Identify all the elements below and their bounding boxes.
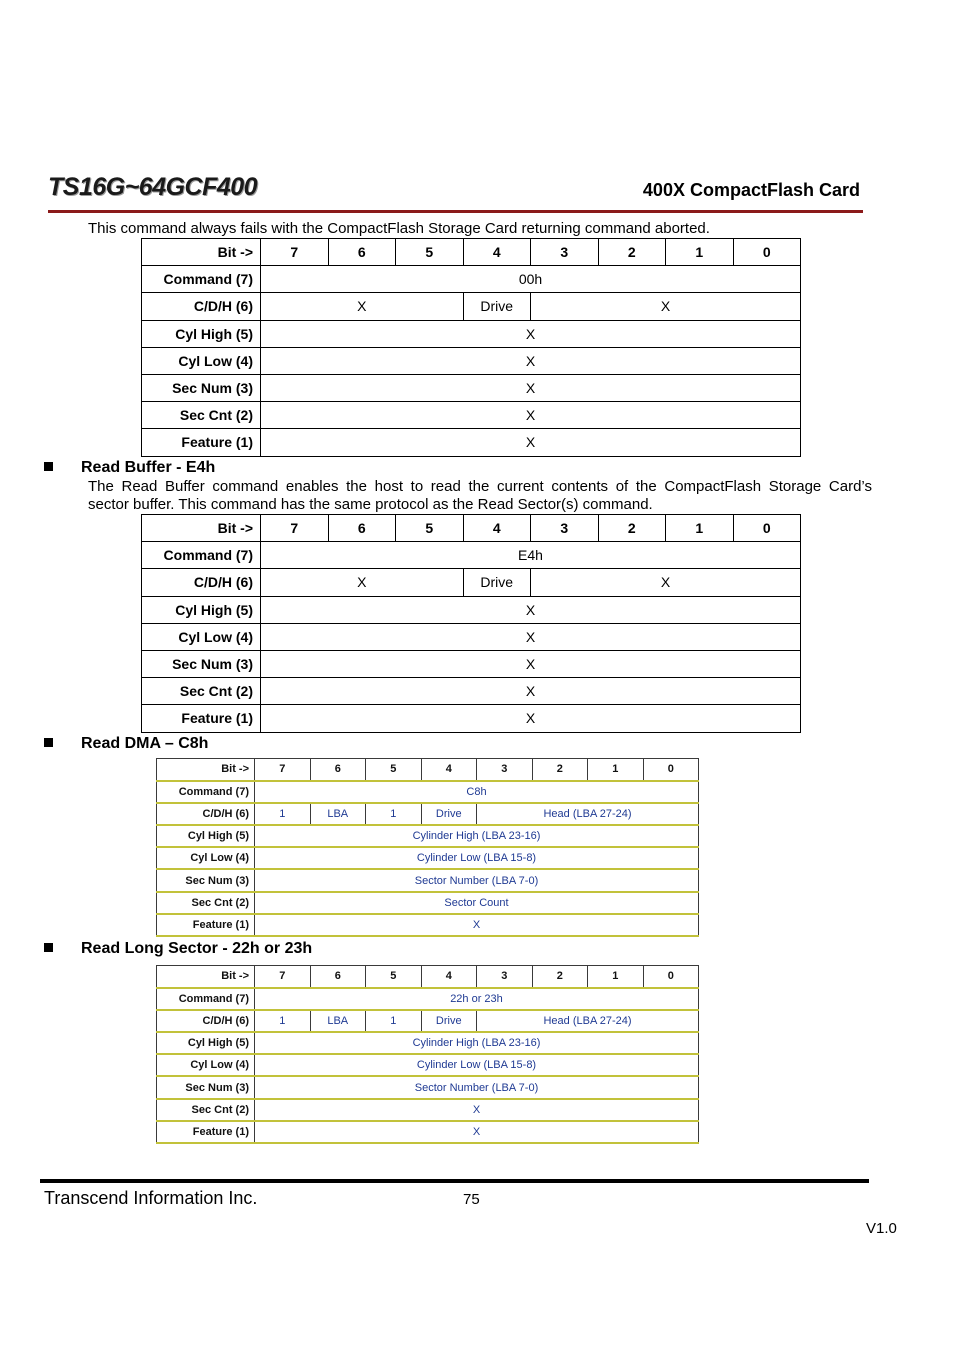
row-label: Cyl Low (4) — [142, 347, 261, 374]
header-cell: 0 — [643, 966, 699, 988]
cell-value: Head (LBA 27-24) — [477, 803, 699, 825]
row-label: Sec Cnt (2) — [142, 678, 261, 705]
row-label: Sec Num (3) — [157, 869, 255, 891]
table-row — [157, 847, 699, 869]
table-row — [142, 239, 801, 266]
row-label: Sec Cnt (2) — [157, 892, 255, 914]
table-row — [157, 966, 699, 988]
register-table-read-dma — [156, 758, 699, 937]
cell-value: Sector Count — [255, 892, 699, 914]
intro-paragraph: This command always fails with the CompactFlash Storage Card returning command aborted. — [88, 220, 710, 237]
cell-value: X — [255, 1121, 699, 1143]
row-label: C/D/H (6) — [157, 1010, 255, 1032]
table-row — [142, 293, 801, 320]
row-label: Command (7) — [157, 781, 255, 803]
table-row — [157, 1076, 699, 1098]
header-rule — [48, 210, 863, 213]
cell-value: C8h — [255, 781, 699, 803]
table-row — [142, 542, 801, 569]
header-cell: 0 — [643, 759, 699, 781]
header-cell: 6 — [310, 759, 366, 781]
header-cell: 1 — [588, 966, 644, 988]
read-buffer-paragraph-line1: The Read Buffer command enables the host to read the current contents of the CompactFlash Storage Card’s — [88, 478, 872, 495]
table-row — [157, 892, 699, 914]
table-row — [142, 705, 801, 732]
header-cell: 3 — [531, 515, 599, 542]
cell-value: X — [261, 293, 464, 320]
register-table-read-long-sector — [156, 965, 699, 1144]
cell-value: Head (LBA 27-24) — [477, 1010, 699, 1032]
footer-company: Transcend Information Inc. — [44, 1188, 258, 1208]
row-label: Sec Num (3) — [142, 650, 261, 677]
table-row — [142, 429, 801, 456]
header-cell: 7 — [255, 759, 311, 781]
table-row — [157, 1032, 699, 1054]
cell-value: Sector Number (LBA 7-0) — [255, 869, 699, 891]
header-cell: 7 — [261, 515, 329, 542]
header-cell: 1 — [666, 239, 734, 266]
row-label: Sec Num (3) — [142, 374, 261, 401]
document-title: TS16G~64GCF400 — [48, 173, 258, 201]
cell-value: X — [261, 623, 801, 650]
cell-value: Drive — [421, 803, 477, 825]
row-label: Feature (1) — [142, 705, 261, 732]
cell-value: X — [261, 374, 801, 401]
cell-value: Drive — [421, 1010, 477, 1032]
cell-value: X — [261, 705, 801, 732]
cell-value: 1 — [366, 1010, 422, 1032]
header-cell: 5 — [366, 966, 422, 988]
row-label: Cyl High (5) — [157, 825, 255, 847]
table-row — [157, 825, 699, 847]
cell-value: X — [531, 293, 801, 320]
cell-value: E4h — [261, 542, 801, 569]
cell-value: LBA — [310, 803, 366, 825]
header-cell: Bit -> — [157, 966, 255, 988]
section-heading-read-dma — [44, 735, 208, 753]
header-cell: 0 — [733, 515, 801, 542]
row-label: Sec Num (3) — [157, 1076, 255, 1098]
header-cell: Bit -> — [157, 759, 255, 781]
header-cell: 2 — [598, 515, 666, 542]
header-cell: 4 — [463, 239, 531, 266]
header-cell: 7 — [255, 966, 311, 988]
table-row — [157, 869, 699, 891]
row-label: Feature (1) — [142, 429, 261, 456]
table-row — [142, 650, 801, 677]
cell-value: LBA — [310, 1010, 366, 1032]
table-row — [157, 1054, 699, 1076]
row-label: Command (7) — [142, 266, 261, 293]
cell-value: X — [531, 569, 801, 596]
document-subtitle: 400X CompactFlash Card — [642, 180, 860, 200]
header-cell: 6 — [310, 966, 366, 988]
header-cell: 1 — [588, 759, 644, 781]
cell-value: 22h or 23h — [255, 988, 699, 1010]
version-label: V1.0 — [866, 1220, 897, 1237]
cell-value: X — [255, 1099, 699, 1121]
row-label: Command (7) — [142, 542, 261, 569]
row-label: Sec Cnt (2) — [157, 1099, 255, 1121]
header-cell: 5 — [366, 759, 422, 781]
cell-value: Drive — [463, 569, 531, 596]
header-cell: 5 — [396, 515, 464, 542]
cell-value: 1 — [366, 803, 422, 825]
cell-value: X — [261, 347, 801, 374]
cell-value: X — [261, 650, 801, 677]
page-number: 75 — [463, 1191, 480, 1208]
table-row — [157, 1121, 699, 1143]
cell-value: Cylinder High (LBA 23-16) — [255, 825, 699, 847]
table-row — [142, 266, 801, 293]
header-cell: 3 — [477, 966, 533, 988]
cell-value: X — [261, 596, 801, 623]
section-title: Read DMA – C8h — [81, 735, 209, 752]
header-cell: 6 — [328, 239, 396, 266]
row-label: Cyl Low (4) — [142, 623, 261, 650]
cell-value: X — [255, 914, 699, 936]
header-cell: 2 — [532, 966, 588, 988]
cell-value: X — [261, 402, 801, 429]
table-row — [157, 781, 699, 803]
cell-value: X — [261, 429, 801, 456]
row-label: C/D/H (6) — [142, 293, 261, 320]
table-row — [142, 515, 801, 542]
row-label: C/D/H (6) — [142, 569, 261, 596]
register-table-read-buffer — [141, 514, 801, 733]
row-label: Cyl High (5) — [157, 1032, 255, 1054]
header-cell: 2 — [598, 239, 666, 266]
row-label: Feature (1) — [157, 1121, 255, 1143]
table-row — [142, 347, 801, 374]
header-cell: 5 — [396, 239, 464, 266]
cell-value: Cylinder Low (LBA 15-8) — [255, 847, 699, 869]
section-title: Read Buffer - E4h — [81, 459, 216, 476]
table-row — [142, 320, 801, 347]
table-row — [142, 596, 801, 623]
header-cell: 6 — [328, 515, 396, 542]
cell-value: X — [261, 678, 801, 705]
row-label: Sec Cnt (2) — [142, 402, 261, 429]
row-label: Cyl High (5) — [142, 320, 261, 347]
cell-value: Cylinder Low (LBA 15-8) — [255, 1054, 699, 1076]
table-row — [157, 988, 699, 1010]
table-row — [142, 678, 801, 705]
cell-value: 1 — [255, 803, 311, 825]
cell-value: Drive — [463, 293, 531, 320]
read-buffer-paragraph-line2: sector buffer. This command has the same protocol as the Read Sector(s) command. — [88, 496, 653, 513]
row-label: Cyl High (5) — [142, 596, 261, 623]
row-label: Cyl Low (4) — [157, 1054, 255, 1076]
bullet-icon — [44, 738, 53, 747]
header-cell: Bit -> — [142, 239, 261, 266]
table-row — [142, 374, 801, 401]
bullet-icon — [44, 943, 53, 952]
table-row — [157, 759, 699, 781]
cell-value: 1 — [255, 1010, 311, 1032]
header-cell: 3 — [531, 239, 599, 266]
table-row — [157, 1099, 699, 1121]
header-cell: Bit -> — [142, 515, 261, 542]
header-cell: 4 — [463, 515, 531, 542]
cell-value: X — [261, 569, 464, 596]
header-cell: 1 — [666, 515, 734, 542]
table-row — [157, 914, 699, 936]
cell-value: Sector Number (LBA 7-0) — [255, 1076, 699, 1098]
table-row — [142, 402, 801, 429]
header-cell: 7 — [261, 239, 329, 266]
table-row — [142, 623, 801, 650]
row-label: Command (7) — [157, 988, 255, 1010]
header-cell: 2 — [532, 759, 588, 781]
row-label: C/D/H (6) — [157, 803, 255, 825]
table-row — [142, 569, 801, 596]
register-table-nop — [141, 238, 801, 457]
header-cell: 4 — [421, 966, 477, 988]
row-label: Cyl Low (4) — [157, 847, 255, 869]
cell-value: Cylinder High (LBA 23-16) — [255, 1032, 699, 1054]
header-cell: 4 — [421, 759, 477, 781]
row-label: Feature (1) — [157, 914, 255, 936]
table-row — [157, 1010, 699, 1032]
section-title: Read Long Sector - 22h or 23h — [81, 940, 313, 957]
footer-rule — [40, 1179, 869, 1183]
cell-value: X — [261, 320, 801, 347]
cell-value: 00h — [261, 266, 801, 293]
header-cell: 3 — [477, 759, 533, 781]
section-heading-read-long-sector — [44, 940, 312, 958]
section-heading-read-buffer — [44, 459, 215, 477]
bullet-icon — [44, 462, 53, 471]
header-cell: 0 — [733, 239, 801, 266]
table-row — [157, 803, 699, 825]
